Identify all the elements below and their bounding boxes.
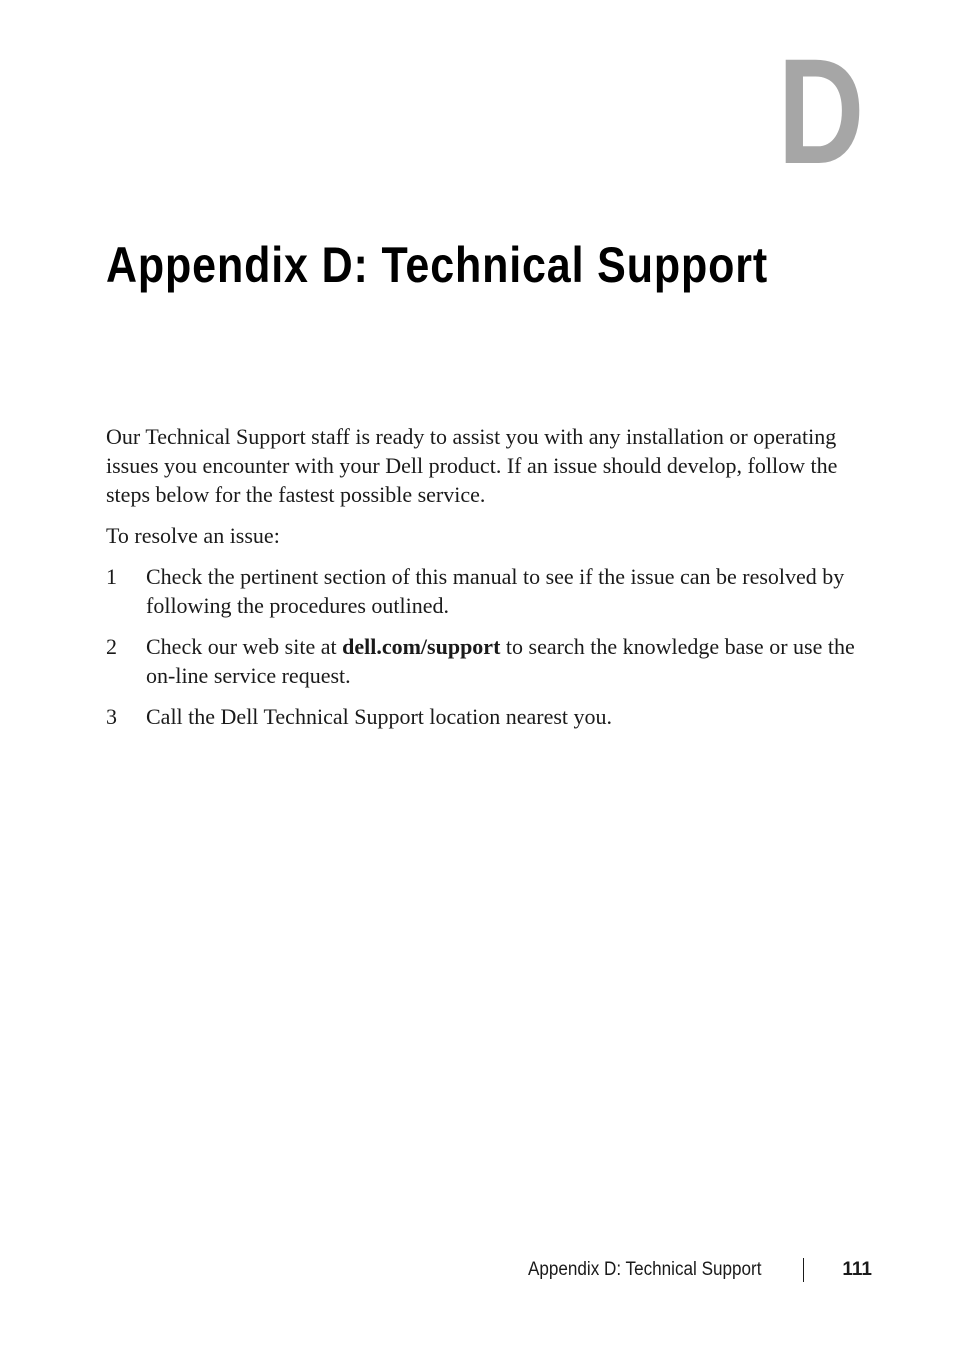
step-text-before: Check our web site at xyxy=(146,634,343,659)
body-content xyxy=(106,422,871,743)
page-title: Appendix D: Technical Support xyxy=(106,237,769,293)
step-number: 3 xyxy=(106,704,117,729)
step-number: 1 xyxy=(106,564,117,589)
chapter-letter: D xyxy=(777,27,864,195)
step-text: Check the pertinent section of this manual to see if the issue can be resolved by following the procedures outlined. xyxy=(146,564,845,618)
list-item xyxy=(106,632,871,690)
step-text xyxy=(146,632,871,690)
support-link[interactable]: dell.com/support xyxy=(342,634,501,659)
footer-section-title: Appendix D: Technical Support xyxy=(527,1259,762,1280)
page-number: 111 xyxy=(842,1259,872,1280)
list-item xyxy=(106,702,871,731)
step-number: 2 xyxy=(106,634,117,659)
lead-paragraph: To resolve an issue: xyxy=(106,523,280,548)
footer-divider xyxy=(803,1258,804,1282)
steps-list xyxy=(106,562,871,731)
step-text: Call the Dell Technical Support location nearest you. xyxy=(146,704,613,729)
step-text-after: to search the knowledge base or use the on-line service request. xyxy=(146,634,855,688)
intro-paragraph: Our Technical Support staff is ready to assist you with any installation or operating issues you encounter with your Dell product. If an issue should develop, follow the steps below for the fastest possible service. xyxy=(106,424,838,507)
page-footer xyxy=(502,1258,872,1282)
list-item xyxy=(106,562,871,620)
